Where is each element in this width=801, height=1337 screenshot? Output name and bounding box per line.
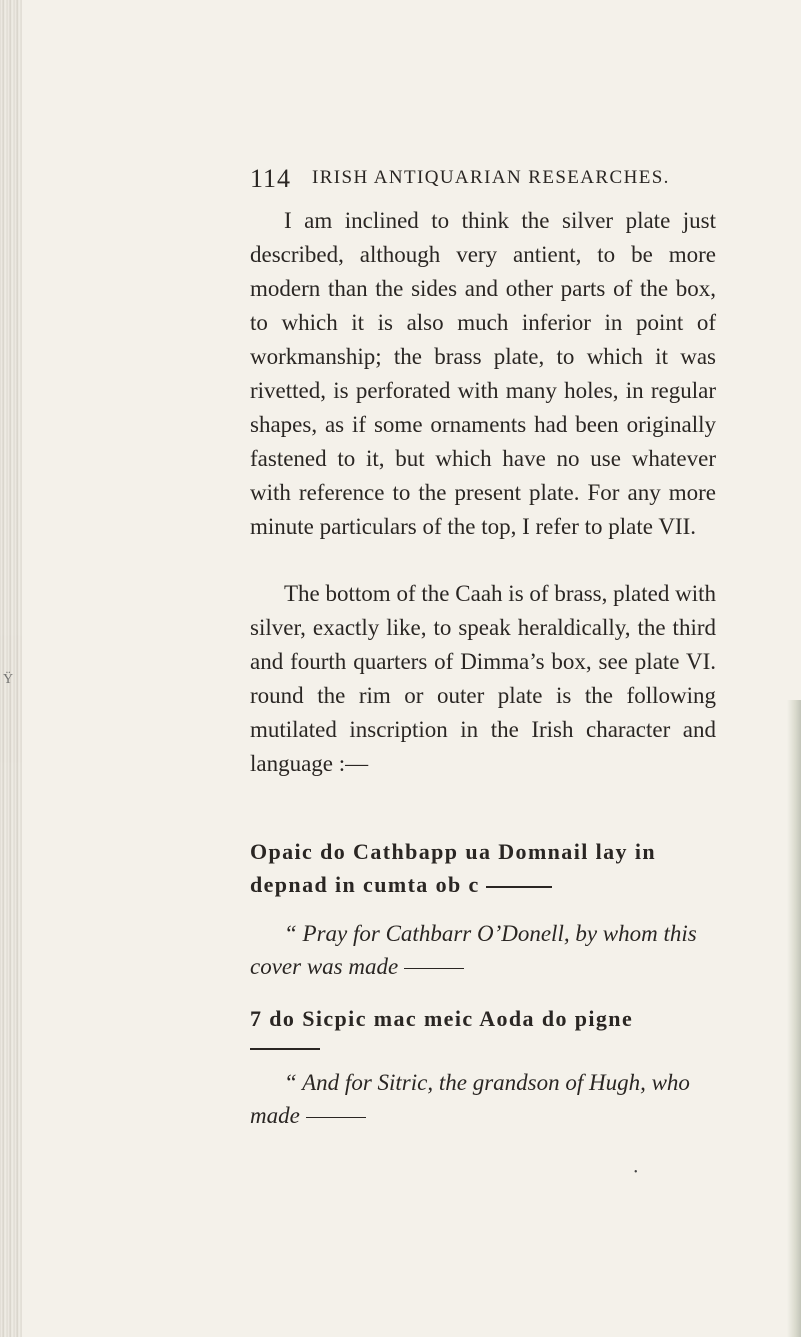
inscription-underline-rule <box>250 1048 320 1050</box>
paragraph-bottom-of-caah: The bottom of the Caah is of brass, plated with silver, exactly like, to speak heraldically, the third and fourth quarters of Dimma’s box, see plate VI. round the rim or outer plate is the following mutilated inscription in the Irish character and language :— <box>250 581 716 776</box>
translation-2-text: “ And for Sitric, the grandson of Hugh, who made <box>250 1070 690 1128</box>
paragraph-silver-plate: I am inclined to think the silver plate just described, although very antient, to be more modern than the sides and other parts of the box, to which it is also much inferior in point of workmanship; the brass plate, to which it was rivetted, is perforated with many holes, in regular shapes, as if some ornaments had been originally fastened to it, but which have no use whatever with reference to the present plate. For any more minute particulars of the top, I refer to plate VII. <box>250 208 716 539</box>
ink-speck: • <box>634 1167 638 1178</box>
irish-inscription-1-text: Opaic do Cathbapp ua Domnail lay in depnad in cumta ob c <box>250 839 656 897</box>
page-edge-stain <box>787 700 801 1337</box>
irish-inscription-1 <box>250 835 720 901</box>
translation-break-dash <box>306 1117 366 1118</box>
irish-inscription-2 <box>250 1002 720 1035</box>
binding-gutter <box>0 0 22 1337</box>
translation-1 <box>250 917 716 983</box>
inscription-break-rule <box>486 886 552 888</box>
page-header <box>250 164 710 198</box>
translation-break-dash <box>404 968 464 969</box>
translation-1-text: “ Pray for Cathbarr O’Donell, by whom this cover was made <box>250 921 697 979</box>
running-title: IRISH ANTIQUARIAN RESEARCHES. <box>312 167 670 188</box>
irish-inscription-2-text: 7 do Sicpic mac meic Aoda do pigne <box>250 1006 634 1031</box>
page-number: 114 <box>250 164 292 193</box>
translation-2 <box>250 1066 716 1132</box>
gutter-mark: Ÿ <box>3 672 14 687</box>
